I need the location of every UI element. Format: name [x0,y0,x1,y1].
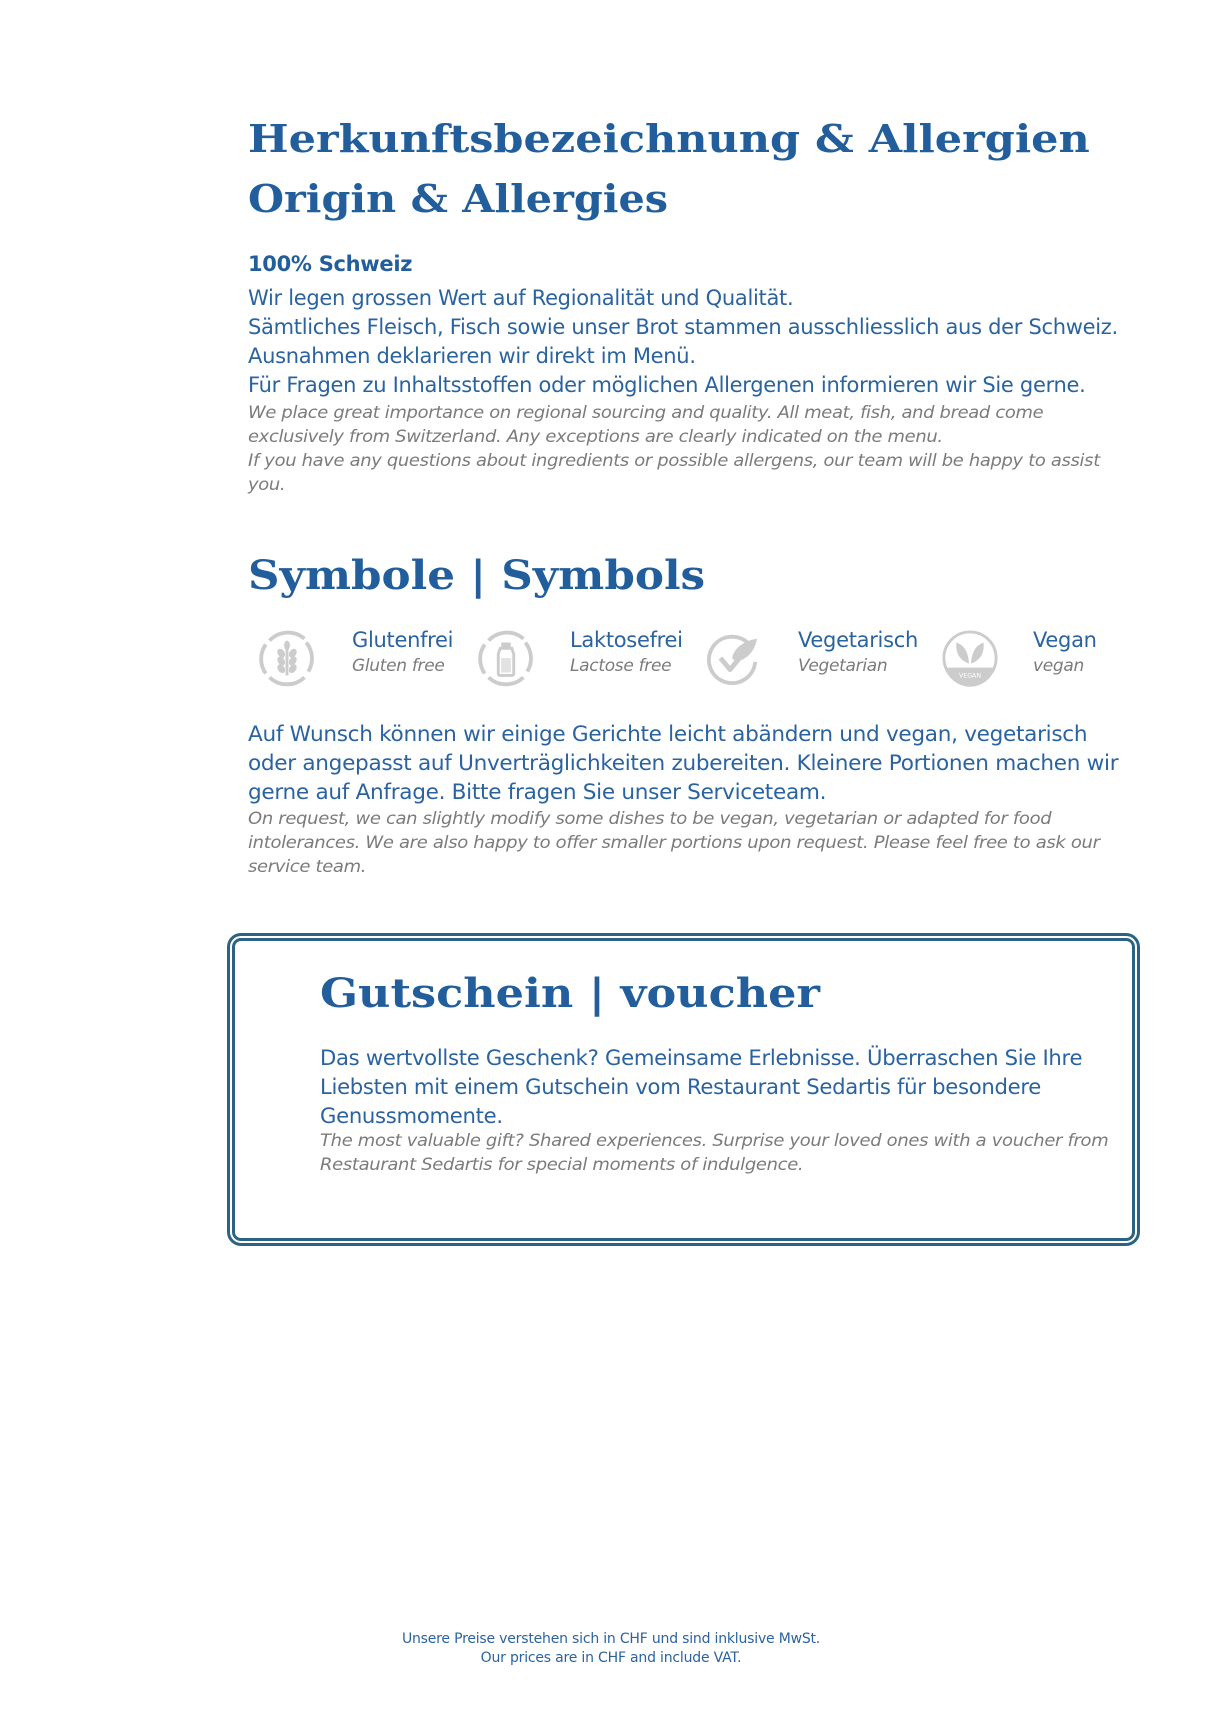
voucher-title: Gutschein | voucher [320,970,820,1017]
text-line: you. [248,475,286,495]
symbol-label-vegan [1033,627,1097,678]
text-line: Liebsten mit einem Gutschein vom Restaurant Sedartis für besondere [320,1075,1041,1099]
voucher-text-en [320,1129,1108,1177]
text-line: The most valuable gift? Shared experiences. Surprise your loved ones with a voucher from [320,1131,1109,1151]
text-line: Restaurant Sedartis for special moments of indulgence. [320,1155,804,1175]
text-line: If you have any questions about ingredients or possible allergens, our team will be happy to assist [248,451,1100,471]
text-line: Ausnahmen deklarieren wir direkt im Menü. [248,344,696,368]
text-line: We place great importance on regional sourcing and quality. All meat, fish, and bread come [248,403,1044,423]
text-line: oder angepasst auf Unverträglichkeiten zubereiten. Kleinere Portionen machen wir [248,751,1119,775]
symbols-legend [0,625,1222,695]
origin-title-en: Origin & Allergies [248,176,669,221]
request-text-de [248,720,1118,807]
text-line: Wir legen grossen Wert auf Regionalität und Qualität. [248,286,794,310]
text-line: On request, we can slightly modify some dishes to be vegan, vegetarian or adapted for food [248,809,1052,829]
symbol-label-lactose-free [570,627,683,678]
label-en: vegan [1033,656,1085,676]
text-line: Auf Wunsch können wir einige Gerichte leicht abändern und vegan, vegetarisch [248,722,1088,746]
origin-title-de: Herkunftsbezeichnung & Allergien [248,116,1090,161]
label-en: Lactose free [570,656,672,676]
footer-line-en: Our prices are in CHF and include VAT. [480,1650,742,1666]
vegan-icon [941,629,999,687]
text-line: intolerances. We are also happy to offer smaller portions upon request. Please feel free to ask our [248,833,1100,853]
gluten-free-icon [258,629,316,687]
label-de: Laktosefrei [570,628,683,652]
lactose-free-icon [477,629,535,687]
voucher-text-de [320,1044,1082,1131]
label-de: Vegetarisch [798,628,918,652]
label-en: Gluten free [352,656,445,676]
text-line: Sämtliches Fleisch, Fisch sowie unser Brot stammen ausschliesslich aus der Schweiz. [248,315,1118,339]
vegan-badge-text: VEGAN [958,672,982,680]
label-en: Vegetarian [798,656,888,676]
label-de: Vegan [1033,628,1097,652]
symbol-label-vegetarian [798,627,918,678]
text-line: gerne auf Anfrage. Bitte fragen Sie unser Serviceteam. [248,780,827,804]
text-line: Das wertvollste Geschenk? Gemeinsame Erlebnisse. Überraschen Sie Ihre [320,1046,1083,1070]
price-footer [0,1630,1222,1668]
symbols-title: Symbole | Symbols [248,552,706,599]
text-line: Genussmomente. [320,1104,503,1128]
origin-subtitle: 100% Schweiz [248,252,413,276]
request-text-en [248,807,1100,879]
vegetarian-icon [703,629,761,687]
text-line: exclusively from Switzerland. Any exceptions are clearly indicated on the menu. [248,427,943,447]
footer-line-de: Unsere Preise verstehen sich in CHF und sind inklusive MwSt. [401,1631,821,1647]
text-line: service team. [248,857,367,877]
text-line: Für Fragen zu Inhaltsstoffen oder möglichen Allergenen informieren wir Sie gerne. [248,373,1086,397]
symbol-label-gluten-free [352,627,453,678]
origin-text-de [248,284,1118,400]
label-de: Glutenfrei [352,628,454,652]
origin-text-en [248,401,1100,497]
